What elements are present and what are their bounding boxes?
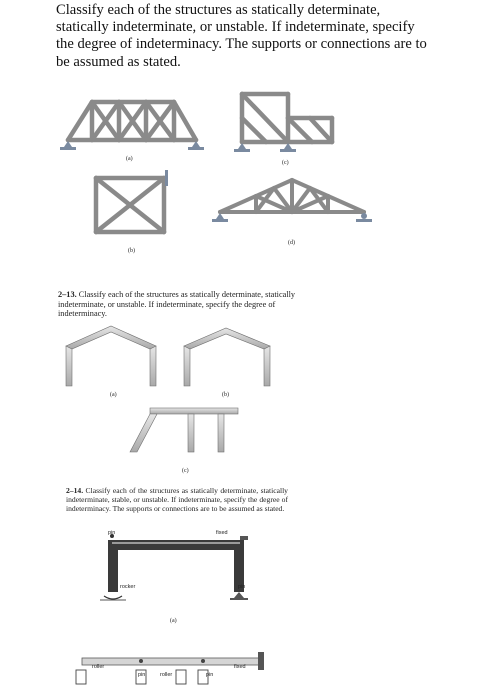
truss-d: [220, 180, 364, 212]
truss-d-supports: [212, 213, 372, 222]
label-pin-2: pin: [206, 672, 214, 678]
caption-fig2-a: (a): [110, 392, 117, 398]
caption-fig1-d: (d): [288, 240, 295, 246]
problem-2-13: [58, 290, 306, 319]
truss-b-support: [165, 170, 168, 186]
problem-2-13-text: Classify each of the structures as statically determinate, statically indeterminate, or unstable. If indeterminate, specify the degree of indeterminacy.: [58, 290, 296, 319]
frame-2-13-b: [184, 328, 270, 386]
caption-fig1-c: (c): [282, 160, 289, 166]
truss-a-supports: [60, 141, 204, 150]
caption-fig2-b: (b): [222, 392, 229, 398]
label-roller-2: roller: [160, 672, 173, 678]
caption-fig2-c: (c): [182, 468, 189, 474]
pin-support-right: [230, 592, 248, 600]
rocker-support: [100, 596, 126, 600]
problem-2-14-text: Classify each of the structures as statically determinate, statically indeterminate, stable, or unstable. If indeterminate, specify the degree of indeterminacy. The supports or connections are to be assumed as stated.: [66, 486, 288, 513]
problem-2-14: [66, 486, 288, 513]
frame-2-13-c: [130, 408, 238, 452]
truss-c: [242, 94, 332, 142]
frame-2-13-a: [66, 326, 156, 386]
label-roller-1: roller: [92, 664, 105, 670]
caption-fig3-a: (a): [170, 618, 177, 624]
label-fixed-top: fixed: [216, 530, 228, 536]
problem-2-13-number: 2–13.: [58, 290, 77, 299]
truss-c-supports: [234, 143, 296, 152]
caption-fig1-b: (b): [128, 248, 135, 254]
label-rocker: rocker: [120, 584, 136, 590]
label-pin-top: pin: [108, 530, 116, 536]
fixed-joint-top: [240, 536, 248, 540]
truss-a: [68, 102, 196, 140]
label-fixed-bottom: fixed: [234, 664, 246, 670]
label-pin-1: pin: [138, 672, 146, 678]
label-pin-right: pin: [238, 584, 246, 590]
fixed-support-bottom: [258, 652, 264, 670]
caption-fig1-a: (a): [126, 156, 133, 162]
problem-intro-text: Classify each of the structures as statically determinate, statically indeterminate, or unstable. If indeterminate, specify the degree of indeterminacy. The supports or connections are to be assumed as stated.: [56, 2, 427, 70]
problem-2-14-number: 2–14.: [66, 486, 84, 495]
truss-b: [96, 178, 164, 232]
